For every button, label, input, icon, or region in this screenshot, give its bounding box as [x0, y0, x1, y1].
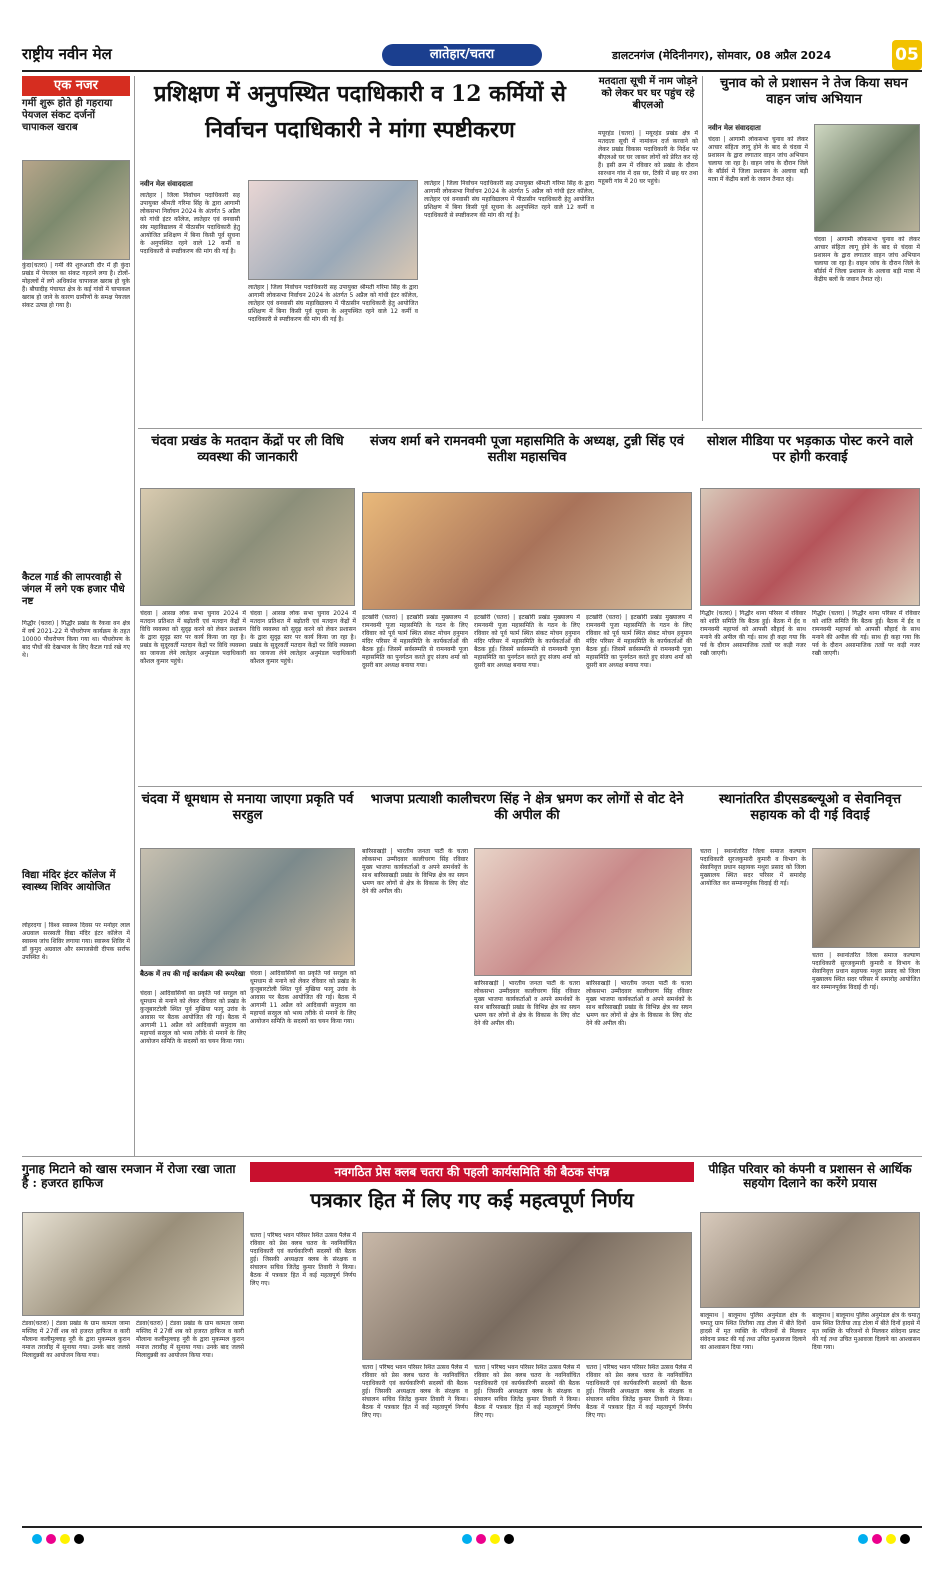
sidebar-divider — [134, 76, 135, 1156]
victim-photo — [700, 1212, 920, 1308]
voters-text: मयूरहंड (चतरा) | मयूरहंड प्रखंड क्षेत्र में मतदाता सूची में नामांकन दर्ज करवाने को लेकर प्रखंड विकास पदाधिकारी के निर्देश पर बीएलओ घर घर जाकर लोगों को प्रेरित कर रहे हैं। इसी क्रम में रविवार को प्रखंड के दौरान सारथान गांव में दस घर, टिकी में छह घर तथा महूबरी गांव में 20 घर पहुंचे। — [598, 130, 698, 185]
press-text-col4: चतरा | परिषद भवन परिसर स्थित उत्सव पैलेस में रविवार को प्रेस क्लब चतरा के नवनिर्वाचित पदाधिकारी एवं कार्यकारिणी सदस्यों की बैठक हुई। जिसकी अध्यक्षता क्लब के संरक्षक व संचालन सचिव जितेंद्र कुमार तिवारी ने किया। बैठक में पत्रकार हित में कई महत्वपूर्ण निर्णय लिए गए। — [586, 1364, 692, 1419]
press-text-col1: चतरा | परिषद भवन परिसर स्थित उत्सव पैलेस में रविवार को प्रेस क्लब चतरा के नवनिर्वाचित पदाधिकारी एवं कार्यकारिणी सदस्यों की बैठक हुई। जिसकी अध्यक्षता क्लब के संरक्षक व संचालन सचिव जितेंद्र कुमार तिवारी ने किया। बैठक में पत्रकार हित में कई महत्वपूर्ण निर्णय लिए गए। — [250, 1232, 356, 1287]
social-text-col2: गिद्धौर (चतरा) | गिद्धौर थाना परिसर में रविवार को शांति समिति कि बैठक हुई। बैठक में ईद व रामनवमी महापर्व को आपसी सौहार्द के साथ मनाने की अपील की गई। साथ ही कहा गया कि पर्व के दौरान असामाजिक तत्वों पर कड़ी नजर रखी जाएगी। — [812, 610, 920, 657]
sidebar-story3-headline: विद्या मंदिर इंटर कॉलेज में स्वास्थ्य शिविर आयोजित — [22, 870, 116, 893]
ramnavami-headline: संजय शर्मा बने रामनवमी पूजा महासमिति के अध्यक्ष, टुन्नी सिंह एवं सतीश महासचिव — [369, 434, 685, 465]
row-divider — [22, 1156, 922, 1157]
bjp-text-col1: बारिसाखड़ी | भारतीय जनता पार्टी के चतरा लोकसभा उम्मीदवार कालीचरण सिंह रविवार मुख्य भाजपा कार्यकर्ताओं व अपने समर्थकों के साथ बारिसाखड़ी प्रखंड के विभिन्न क्षेत्र का सघन भ्रमण कर लोगों से क्षेत्र के विकास के लिए वोट देने की अपील की। — [362, 848, 468, 895]
magenta-swatch — [872, 1534, 882, 1544]
social-text-col1: गिद्धौर (चतरा) | गिद्धौर थाना परिसर में रविवार को शांति समिति कि बैठक हुई। बैठक में ईद व रामनवमी महापर्व को आपसी सौहार्द के साथ मनाने की अपील की गई। साथ ही कहा गया कि पर्व के दौरान असामाजिक तत्वों पर कड़ी नजर रखी जाएगी। — [700, 610, 806, 657]
press-banner: नवगठित प्रेस क्लब चतरा की पहली कार्यसमिति की बैठक संपन्न — [250, 1162, 694, 1182]
press-text-col3: चतरा | परिषद भवन परिसर स्थित उत्सव पैलेस में रविवार को प्रेस क्लब चतरा के नवनिर्वाचित पदाधिकारी एवं कार्यकारिणी सदस्यों की बैठक हुई। जिसकी अध्यक्षता क्लब के संरक्षक व संचालन सचिव जितेंद्र कुमार तिवारी ने किया। बैठक में पत्रकार हित में कई महत्वपूर्ण निर्णय लिए गए। — [474, 1364, 580, 1419]
press-text-col2: चतरा | परिषद भवन परिसर स्थित उत्सव पैलेस में रविवार को प्रेस क्लब चतरा के नवनिर्वाचित पदाधिकारी एवं कार्यकारिणी सदस्यों की बैठक हुई। जिसकी अध्यक्षता क्लब के संरक्षक व संचालन सचिव जितेंद्र कुमार तिवारी ने किया। बैठक में पत्रकार हित में कई महत्वपूर्ण निर्णय लिए गए। — [362, 1364, 468, 1419]
farewell-text-col2: चतरा | स्थानांतरित जिला समाज कल्याण पदाधिकारी सुरजकुमारी कुमारी व विभाग के सेवानिवृत्त प्रधान सहायक मथुरा प्रसाद को जिला मुख्यालय स्थित सदर परिसर में समारोह आयोजित कर सम्मानपूर्वक विदाई दी गई। — [812, 952, 920, 991]
ramzan-text-col2: टंडवा(चतरा) | टंडवा प्रखंड के ग्राम कामता जामा मस्जिद में 27वीं शब को हजरत हाफिज व कारी मौलाना कलीमुल्लाह नूरी के द्वारा मुकम्मल कुरान नमाज तरावीह में सुनाया गया। उनके बाद जलसे मिलादुन्नबी का आयोजन किया गया। — [136, 1320, 244, 1359]
vehicle-headline: चुनाव को ले प्रशासन ने तेज किया सघन वाहन जांच अभियान — [720, 76, 908, 107]
sidebar-story1-text: कुंदा(चतरा) | गर्मी की शुरुआती दौर में ही कुंदा प्रखंड में पेयजल का संकट गहराने लगा है। टोलों-मोहल्लों में लगे अधिकांश चापाकल खराब हो चुके हैं। बौघादीह पंचायत क्षेत्र के कई गांवों में चापाकल खराब हो जाने के कारण ग्रामीणों के समक्ष पेयजल संकट उत्पन्न हो गया है। — [22, 262, 130, 309]
ramnavami-text-col2: इटखोरी (चतरा) | इटखोरी प्रखंड मुख्यालय में रामनवमी पूजा महासमिति के गठन के लिए रविवार को पूर्व फार्म स्थित संकट मोचन हनुमान मंदिर परिसर में महासमिति के कार्यकर्ताओं की बैठक हुई। जिसमें सर्वसम्मति से रामनवमी पूजा महासमिति का पुनर्गठन करते हुए संजय शर्मा को दूसरी बार अध्यक्ष बनाया गया। — [474, 614, 580, 669]
black-swatch — [74, 1534, 84, 1544]
sarhul-text-col2: चंदवा | आदिवासियों का प्रकृति पर्व सरहुल को धूमधाम से मनाने को लेकर रविवार को प्रखंड के कुजूबारटोली स्थित पूर्व मुखिया फागू उरांव के आवास पर बैठक आयोजित की गई। बैठक में आगामी 11 अप्रैल को आदिवासी समुदाय का महापर्व सरहुल को भव्य तरीके से मनाने के लिए आयोजन समिति के सदस्यों का चयन किया गया। — [250, 970, 356, 1025]
yellow-swatch — [886, 1534, 896, 1544]
yellow-swatch — [490, 1534, 500, 1544]
ramzan-headline: गुनाह मिटाने को खास रमजान में रोजा रखा जाता है : हजरत हाफिज — [22, 1162, 236, 1191]
farewell-text-col1: चतरा | स्थानांतरित जिला समाज कल्याण पदाधिकारी सुरजकुमारी कुमारी व विभाग के सेवानिवृत्त प्रधान सहायक मथुरा प्रसाद को जिला मुख्यालय स्थित सदर परिसर में समारोह आयोजित कर सम्मानपूर्वक विदाई दी गई। — [700, 848, 806, 887]
footer-rule — [22, 1526, 922, 1528]
vehicle-text-col1: चंदवा | आगामी लोकसभा चुनाव को लेकर आचार संहिता लागू होने के बाद से चंदवा में प्रशासन के द्वारा लगातार वाहन जांच अभियान चलाया जा रहा है। वाहन जांच के दौरान जिले के बॉर्डर्स में जिला प्रशासन के अलावा बड़ी मात्रा में केंद्रीय बलों के जवान तैनात रहे। — [708, 136, 808, 183]
sarhul-subhead: बैठक में तय की गई कार्यक्रम की रूपरेखा — [140, 969, 246, 978]
cyan-swatch — [858, 1534, 868, 1544]
victim-text-col2: बालूमाथ | बालूमाथ पुलिस अनुमंडल क्षेत्र के चमातु ग्राम स्थित तितीया ताड़ टोला में बीते दिनों हादसे में मृत व्यक्ति के परिजनों से मिलकर संवेदना प्रकट की गई तथा उचित मुआवजा दिलाने का आश्वासन दिया गया। — [812, 1312, 920, 1351]
magenta-swatch — [46, 1534, 56, 1544]
vehicle-photo — [814, 124, 920, 232]
lead-text-col1: लातेहार | जिला निर्वाचन पदाधिकारी सह उपायुक्त श्रीमती गरिमा सिंह के द्वारा आगामी लोकसभा निर्वाचन 2024 के अंतर्गत 5 अप्रैल को गांधी इंटर कॉलेज, लातेहार एवं वनवासी संघ महाविद्यालय में पीठासीन पदाधिकारी हेतु आयोजित प्रशिक्षण में बिना किसी पूर्व सूचना के अनुपस्थित रहने वाले 12 कर्मी व पदाधिकारी से स्पष्टीकरण की मांग की गई है। — [140, 192, 240, 255]
voters-headline: मतदाता सूची में नाम जोड़ने को लेकर घर घर पहुंच रहे बीएलओ — [598, 76, 698, 111]
page-number: 05 — [892, 40, 922, 70]
sidebar-story2-text: गिद्धौर (चतरा) | गिद्धौर प्रखंड के रेंकवा वन क्षेत्र में वर्ष 2021-22 में पौधरोपण कार्यक्रम के तहत 10000 पौधरोपण किया गया था। पौधरोपण के बाद पौधों की देखभाल के लिए कैटल गार्ड रखे गए थे। — [22, 620, 130, 659]
press-headline: पत्रकार हित में लिए गए कई महत्वपूर्ण निर्णय — [310, 1188, 634, 1212]
ramzan-photo — [22, 1212, 244, 1316]
ek-nazar-badge: एक नजर — [22, 76, 130, 96]
sidebar-story1-headline: गर्मी शुरू होते ही गहराया पेयजल संकट दर्जनों चापाकल खराब — [22, 98, 113, 133]
cyan-swatch — [32, 1534, 42, 1544]
chandwa-text-col1: चंदवा | आसन्न लोक सभा चुनाव 2024 में मतदान प्रतिशत में बढ़ोतरी एवं मतदान केंद्रों में विधि व्यवस्था को सुदृढ़ करने को लेकर प्रशासन के द्वारा सुदृढ़ स्तर पर कार्य किया जा रहा है। प्रखंड के सुदूरवर्ती मतदान केंद्रों पर विधि व्यवस्था का जायजा लेने लातेहार अनुमंडल पदाधिकारी कौशल कुमार पहुंचे। — [140, 610, 246, 665]
ramzan-text-col1: टंडवा(चतरा) | टंडवा प्रखंड के ग्राम कामता जामा मस्जिद में 27वीं शब को हजरत हाफिज व कारी मौलाना कलीमुल्लाह नूरी के द्वारा मुकम्मल कुरान नमाज तरावीह में सुनाया गया। उनके बाद जलसे मिलादुन्नबी का आयोजन किया गया। — [22, 1320, 130, 1359]
dateline: डालटनगंज (मेदिनीनगर), सोमवार, 08 अप्रैल 2024 — [612, 49, 832, 62]
sarhul-photo — [140, 848, 355, 966]
sarhul-headline: चंदवा में धूमधाम से मनाया जाएगा प्रकृति पर्व सरहुल — [141, 792, 354, 823]
lead-text-col3: लातेहार | जिला निर्वाचन पदाधिकारी सह उपायुक्त श्रीमती गरिमा सिंह के द्वारा आगामी लोकसभा निर्वाचन 2024 के अंतर्गत 5 अप्रैल को गांधी इंटर कॉलेज, लातेहार एवं वनवासी संघ महाविद्यालय में पीठासीन पदाधिकारी हेतु आयोजित प्रशिक्षण में बिना किसी पूर्व सूचना के अनुपस्थित रहने वाले 12 कर्मी व पदाधिकारी से स्पष्टीकरण की मांग की गई है। — [424, 180, 594, 219]
newspaper-name: राष्ट्रीय नवीन मेल — [22, 45, 112, 63]
black-swatch — [900, 1534, 910, 1544]
cyan-swatch — [462, 1534, 472, 1544]
ramnavami-text-col1: इटखोरी (चतरा) | इटखोरी प्रखंड मुख्यालय में रामनवमी पूजा महासमिति के गठन के लिए रविवार को पूर्व फार्म स्थित संकट मोचन हनुमान मंदिर परिसर में महासमिति के कार्यकर्ताओं की बैठक हुई। जिसमें सर्वसम्मति से रामनवमी पूजा महासमिति का पुनर्गठन करते हुए संजय शर्मा को दूसरी बार अध्यक्ष बनाया गया। — [362, 614, 468, 669]
victim-text-col1: बालूमाथ | बालूमाथ पुलिस अनुमंडल क्षेत्र के चमातु ग्राम स्थित तितीया ताड़ टोला में बीते दिनों हादसे में मृत व्यक्ति के परिजनों से मिलकर संवेदना प्रकट की गई तथा उचित मुआवजा दिलाने का आश्वासन दिया गया। — [700, 1312, 806, 1351]
bjp-headline: भाजपा प्रत्याशी कालीचरण सिंह ने क्षेत्र भ्रमण कर लोगों से वोट देने की अपील की — [370, 792, 684, 823]
lead-byline: नवीन मेल संवाददाता — [140, 180, 193, 188]
ramnavami-photo — [362, 492, 692, 610]
ramnavami-text-col3: इटखोरी (चतरा) | इटखोरी प्रखंड मुख्यालय में रामनवमी पूजा महासमिति के गठन के लिए रविवार को पूर्व फार्म स्थित संकट मोचन हनुमान मंदिर परिसर में महासमिति के कार्यकर्ताओं की बैठक हुई। जिसमें सर्वसम्मति से रामनवमी पूजा महासमिति का पुनर्गठन करते हुए संजय शर्मा को दूसरी बार अध्यक्ष बनाया गया। — [586, 614, 692, 669]
social-photo — [700, 488, 920, 606]
vehicle-text-col2: चंदवा | आगामी लोकसभा चुनाव को लेकर आचार संहिता लागू होने के बाद से चंदवा में प्रशासन के द्वारा लगातार वाहन जांच अभियान चलाया जा रहा है। वाहन जांच के दौरान जिले के बॉर्डर्स में जिला प्रशासन के अलावा बड़ी मात्रा में केंद्रीय बलों के जवान तैनात रहे। — [814, 236, 920, 283]
bjp-text-col3: बारिसाखड़ी | भारतीय जनता पार्टी के चतरा लोकसभा उम्मीदवार कालीचरण सिंह रविवार मुख्य भाजपा कार्यकर्ताओं व अपने समर्थकों के साथ बारिसाखड़ी प्रखंड के विभिन्न क्षेत्र का सघन भ्रमण कर लोगों से क्षेत्र के विकास के लिए वोट देने की अपील की। — [586, 980, 692, 1027]
print-color-bar — [22, 1534, 922, 1546]
row-divider — [138, 428, 922, 429]
lead-photo-officer — [248, 180, 418, 280]
lead-text-col2: लातेहार | जिला निर्वाचन पदाधिकारी सह उपायुक्त श्रीमती गरिमा सिंह के द्वारा आगामी लोकसभा निर्वाचन 2024 के अंतर्गत 5 अप्रैल को गांधी इंटर कॉलेज, लातेहार एवं वनवासी संघ महाविद्यालय में पीठासीन पदाधिकारी हेतु आयोजित प्रशिक्षण में बिना किसी पूर्व सूचना के अनुपस्थित रहने वाले 12 कर्मी व पदाधिकारी से स्पष्टीकरण की मांग की गई है। — [248, 284, 418, 323]
bjp-text-col2: बारिसाखड़ी | भारतीय जनता पार्टी के चतरा लोकसभा उम्मीदवार कालीचरण सिंह रविवार मुख्य भाजपा कार्यकर्ताओं व अपने समर्थकों के साथ बारिसाखड़ी प्रखंड के विभिन्न क्षेत्र का सघन भ्रमण कर लोगों से क्षेत्र के विकास के लिए वोट देने की अपील की। — [474, 980, 580, 1027]
yellow-swatch — [60, 1534, 70, 1544]
sidebar-story3-text: लोहरदगा | विश्व स्वास्थ्य दिवस पर मनोहर लाल अग्रवाल सरस्वती विद्या मंदिर इंटर कॉलेज में स्वास्थ्य जांच शिविर लगाया गया। स्वास्थ्य शिविर में डॉ कुमुद अग्रवाल और समाजसेवी दीपक सर्राफ उपस्थित थे। — [22, 922, 130, 961]
farewell-headline: स्थानांतरित डीएसडब्ल्यूओ व सेवानिवृत्त सहायक को दी गई विदाई — [718, 792, 902, 823]
social-headline: सोशल मीडिया पर भड़काऊ पोस्ट करने वाले पर होगी करवाई — [707, 434, 913, 465]
bjp-photo — [474, 848, 692, 976]
press-photo — [362, 1232, 692, 1360]
chandwa-photo — [140, 488, 355, 606]
farewell-photo — [812, 848, 920, 948]
row-divider — [138, 786, 922, 787]
chandwa-text-col2: चंदवा | आसन्न लोक सभा चुनाव 2024 में मतदान प्रतिशत में बढ़ोतरी एवं मतदान केंद्रों में विधि व्यवस्था को सुदृढ़ करने को लेकर प्रशासन के द्वारा सुदृढ़ स्तर पर कार्य किया जा रहा है। प्रखंड के सुदूरवर्ती मतदान केंद्रों पर विधि व्यवस्था का जायजा लेने लातेहार अनुमंडल पदाधिकारी कौशल कुमार पहुंचे। — [250, 610, 356, 665]
section-title: लातेहार/चतरा — [382, 44, 542, 66]
lead-headline: प्रशिक्षण में अनुपस्थित पदाधिकारी व 12 कर्मियों से निर्वाचन पदाधिकारी ने मांगा स्पष्टीकरण — [154, 81, 566, 143]
chandwa-headline: चंदवा प्रखंड के मतदान केंद्रों पर ली विधि व्यवस्था की जानकारी — [151, 434, 344, 465]
sarhul-text-col1: चंदवा | आदिवासियों का प्रकृति पर्व सरहुल को धूमधाम से मनाने को लेकर रविवार को प्रखंड के कुजूबारटोली स्थित पूर्व मुखिया फागू उरांव के आवास पर बैठक आयोजित की गई। बैठक में आगामी 11 अप्रैल को आदिवासी समुदाय का महापर्व सरहुल को भव्य तरीके से मनाने के लिए आयोजन समिति के सदस्यों का चयन किया गया। — [140, 990, 246, 1045]
magenta-swatch — [476, 1534, 486, 1544]
sidebar-photo-handpump — [22, 160, 130, 260]
column-divider — [702, 76, 703, 421]
masthead — [22, 40, 922, 72]
black-swatch — [504, 1534, 514, 1544]
sidebar-story2-headline: कैटल गार्ड की लापरवाही से जंगल में लगे एक हजार पौधे नष्ट — [22, 572, 125, 607]
victim-headline: पीड़ित परिवार को कंपनी व प्रशासन से आर्थिक सहयोग दिलाने का करेंगे प्रयास — [708, 1162, 912, 1191]
vehicle-byline: नवीन मेल संवाददाता — [708, 124, 761, 132]
